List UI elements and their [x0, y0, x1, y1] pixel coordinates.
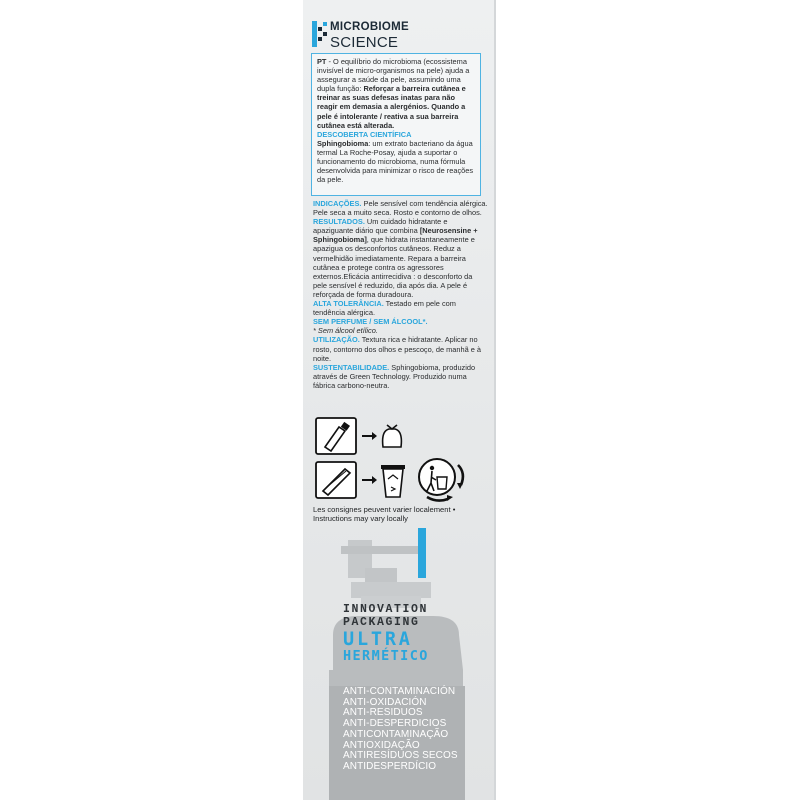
discovery-text: : um extrato bacteriano da água termal La Roche-Posay, ajuda a suportar o funcionamento do microbioma, numa fórmula desenvolvida para minimizar o risco de reações da pele. [317, 138, 474, 185]
claims-spanish [343, 687, 493, 729]
package-side-panel [303, 0, 494, 800]
sustainability-text: Sphingobioma, produzido através de Green Technology. Produzido numa fábrica carbono-neutra. [313, 362, 476, 390]
innovation-line: INNOVATION [343, 603, 429, 616]
discovery-heading: DESCOBERTA CIENTÍFICA [317, 129, 412, 139]
intro-paragraph [317, 57, 475, 130]
brand-logo [312, 14, 492, 54]
recycling-bin-icon [381, 465, 405, 497]
usage-heading: UTILIZAÇÃO. [313, 335, 360, 345]
cardboard-box-icon [316, 462, 356, 498]
innovation-packaging-title [343, 603, 493, 629]
triman-icon [419, 459, 463, 501]
sustainability-heading: SUSTENTABILIDADE. [313, 362, 390, 372]
recycling-pictograms [315, 417, 485, 507]
sustainability-paragraph [313, 363, 488, 390]
product-description [313, 199, 488, 390]
results-bold: [Neurosensine + Sphingobioma] [313, 226, 478, 245]
indications-paragraph [313, 199, 488, 217]
ultra-word: ULTRA [343, 629, 413, 650]
usage-text: Textura rica e hidratante. Aplicar no rosto, contorno dos olhos e pescoço, de manhã e à noite. [313, 335, 482, 363]
claim-pt-item: ANTIDESPERDÍCIO [343, 760, 437, 772]
claim-es-item: ANTI-CONTAMINACIÓN [343, 686, 456, 697]
packaging-line: PACKAGING [343, 616, 420, 629]
ultra-hermetic-title [343, 630, 493, 664]
brand-line-2: SCIENCE [330, 34, 399, 51]
results-heading: RESULTADOS. [313, 217, 365, 227]
discovery-term: Sphingobioma [317, 138, 369, 148]
recycling-note-en: Instructions may vary locally [313, 514, 408, 524]
language-code: PT [317, 57, 327, 66]
recycling-note-fr: Les consignes peuvent varier localement • [313, 505, 456, 514]
intro-bold-text: Reforçar a barreira cutânea e treinar as suas defesas inatas para não reagir em demasia a alergénios. Quando a pele é intolerante / reativa a sua barreira cutânea está alterada. [317, 84, 466, 130]
usage-paragraph [313, 335, 488, 362]
results-paragraph [313, 217, 488, 299]
alcohol-note: * Sem álcool etílico. [313, 326, 378, 336]
claim-es-item: ANTI-DESPERDICIOS [343, 717, 447, 729]
claim-pt-item: ANTIRESÍDUOS SECOS [343, 750, 458, 761]
hermetic-word: HERMÉTICO [343, 648, 429, 664]
perfume-heading: SEM PERFUME / SEM ÁLCOOL*. [313, 317, 428, 327]
package-fold-edge [494, 0, 496, 800]
claim-pt-item: ANTIOXIDAÇÃO [343, 739, 420, 751]
discovery-paragraph [317, 139, 475, 184]
microbiome-info-box [311, 53, 481, 196]
indications-heading: INDICAÇÕES. [313, 199, 362, 208]
claim-es-item: ANTI-RESIDUOS [343, 707, 423, 718]
results-text-1: Um cuidado hidratante e apaziguante diário que combina [313, 217, 448, 236]
tube-box-icon [316, 418, 356, 454]
trash-bag-icon [383, 425, 402, 447]
intro-text: - O equilíbrio do microbioma (ecossistema invisível de micro-organismos na pele) ajuda a assegurar a saúde da pele, assumindo uma dupla função: [317, 57, 470, 94]
claim-es-item: ANTI-OXIDACIÓN [343, 696, 427, 708]
microbiome-logo-icon [312, 21, 328, 47]
claims-portuguese [343, 730, 493, 772]
indications-text: Pele sensível com tendência alérgica. Pele seca a muito seca. Rosto e contorno de olhos. [313, 199, 488, 218]
tolerance-heading: ALTA TOLERÂNCIA. [313, 299, 384, 309]
arrow-right-icon-1 [362, 432, 377, 440]
tolerance-paragraph [313, 299, 488, 317]
arrow-right-icon-2 [362, 476, 377, 484]
results-text-2: , que hidrata instantaneamente e apazigua os desconfortos cutâneos. Reduz a vermelhidão imediatamente. Repara a barreira cutânea e protege contra os agressores externos.Eficácia antirrecidiva : o desconforto da pele sensível é reduzido, dia após dia. A pele é reforçada de forma duradoura. [313, 235, 475, 299]
brand-line-1: MICROBIOME [330, 21, 410, 33]
tolerance-text: Testado em pele com tendência alérgica. [313, 299, 456, 318]
claim-pt-item: ANTICONTAMINAÇÃO [343, 729, 449, 740]
